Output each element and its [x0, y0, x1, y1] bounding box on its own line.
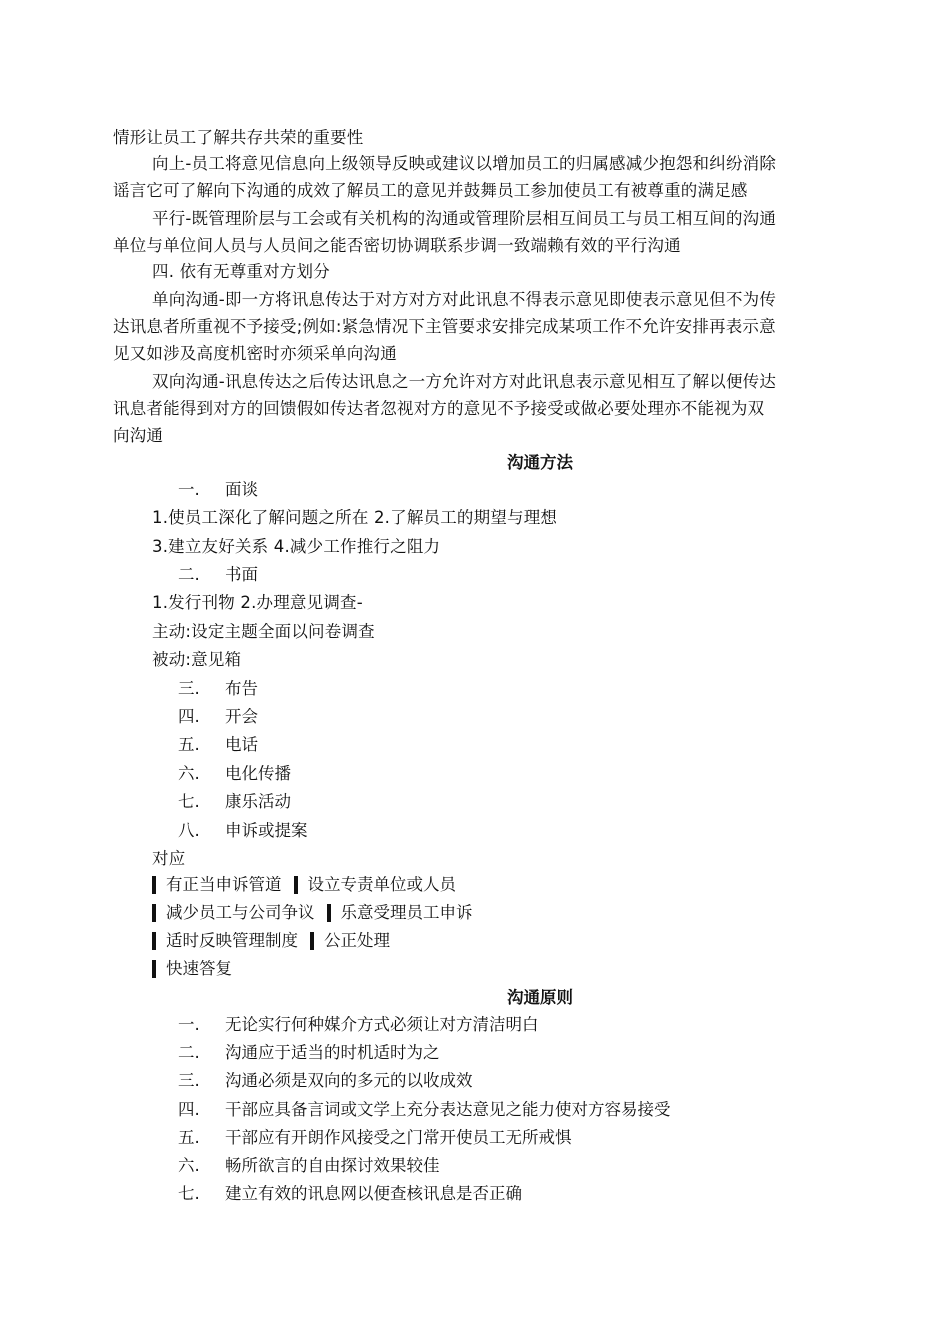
method-label: 康乐活动	[225, 792, 291, 811]
method-label: 开会	[225, 707, 258, 726]
principle-number: 七.	[178, 1184, 200, 1203]
method-detail-line: 被动:意见箱	[152, 650, 242, 669]
bar-marker-icon	[152, 876, 156, 894]
method-label: 申诉或提案	[225, 821, 308, 840]
principle-text: 建立有效的讯息网以便查核讯息是否正确	[225, 1184, 522, 1203]
one-way-paragraph-line: 达讯息者所重视不予接受;例如:紧急情况下主管要求安排完成某项工作不允许安排再表示意	[113, 317, 776, 336]
one-way-paragraph-line: 单向沟通-即一方将讯息传达于对方对方对此讯息不得表示意见即使表示意见但不为传	[152, 290, 777, 309]
bar-marker-icon	[152, 932, 156, 950]
bar-marker-icon	[152, 960, 156, 978]
upward-paragraph-line: 向上-员工将意见信息向上级领导反映或建议以增加员工的归属感减少抱怨和纠纷消除	[152, 154, 777, 173]
principle-text: 沟通应于适当的时机适时为之	[225, 1043, 440, 1062]
one-way-paragraph-line: 见又如涉及高度机密时亦须采单向沟通	[113, 344, 397, 363]
response-item: 设立专责单位或人员	[307, 875, 456, 894]
method-number: 五.	[178, 735, 200, 754]
bar-marker-icon	[294, 876, 298, 894]
principle-number: 二.	[178, 1043, 200, 1062]
response-row	[152, 930, 390, 952]
method-label: 电化传播	[225, 764, 291, 783]
method-number: 二.	[178, 565, 200, 584]
method-number: 六.	[178, 764, 200, 783]
principle-number: 三.	[178, 1071, 200, 1090]
upward-paragraph-line: 谣言它可了解向下沟通的成效了解员工的意见并鼓舞员工参加使员工有被尊重的满足感	[113, 181, 748, 200]
method-number: 八.	[178, 821, 200, 840]
method-detail-line: 3.建立友好关系 4.减少工作推行之阻力	[152, 537, 441, 556]
parallel-paragraph-line: 平行-既管理阶层与工会或有关机构的沟通或管理阶层相互间员工与员工相互间的沟通	[152, 209, 777, 228]
principle-text: 畅所欲言的自由探讨效果较佳	[225, 1156, 440, 1175]
principle-text: 干部应具备言词或文学上充分表达意见之能力使对方容易接受	[225, 1100, 671, 1119]
method-number: 三.	[178, 679, 200, 698]
method-label: 布告	[225, 679, 258, 698]
method-detail-line: 1.使员工深化了解问题之所在 2.了解员工的期望与理想	[152, 508, 558, 527]
response-item: 乐意受理员工申诉	[340, 903, 473, 922]
bar-marker-icon	[327, 904, 331, 922]
method-detail-line: 1.发行刊物 2.办理意见调查-	[152, 593, 363, 612]
method-number: 一.	[178, 480, 200, 499]
principle-text: 干部应有开朗作风接受之门常开使员工无所戒惧	[225, 1128, 572, 1147]
intro-line: 情形让员工了解共存共荣的重要性	[113, 128, 364, 147]
two-way-paragraph-line: 双向沟通-讯息传达之后传达讯息之一方允许对方对此讯息表示意见相互了解以便传达	[152, 372, 777, 391]
principle-number: 六.	[178, 1156, 200, 1175]
two-way-paragraph-line: 向沟通	[113, 426, 164, 445]
response-item: 快速答复	[166, 959, 232, 978]
principles-title: 沟通原则	[507, 988, 573, 1007]
bar-marker-icon	[310, 932, 314, 950]
methods-title: 沟通方法	[507, 453, 573, 472]
two-way-paragraph-line: 讯息者能得到对方的回馈假如传达者忽视对方的意见不予接受或做必要处理亦不能视为双	[113, 399, 765, 418]
principle-number: 五.	[178, 1128, 200, 1147]
response-item: 公正处理	[324, 931, 390, 950]
response-item: 减少员工与公司争议	[166, 903, 315, 922]
method-label: 书面	[225, 565, 258, 584]
response-item: 有正当申诉管道	[166, 875, 282, 894]
principle-number: 一.	[178, 1015, 200, 1034]
principle-number: 四.	[178, 1100, 200, 1119]
method-number: 七.	[178, 792, 200, 811]
method-label: 面谈	[225, 480, 258, 499]
response-item: 适时反映管理制度	[166, 931, 298, 950]
principle-text: 无论实行何种媒介方式必须让对方清洁明白	[225, 1015, 539, 1034]
bar-marker-icon	[152, 904, 156, 922]
method-number: 四.	[178, 707, 200, 726]
parallel-paragraph-line: 单位与单位间人员与人员间之能否密切协调联系步调一致端赖有效的平行沟通	[113, 236, 681, 255]
section-four-heading: 四. 依有无尊重对方划分	[152, 262, 330, 281]
principle-text: 沟通必须是双向的多元的以收成效	[225, 1071, 473, 1090]
method-label: 电话	[225, 735, 258, 754]
response-row	[152, 874, 456, 896]
method-detail-line: 主动:设定主题全面以问卷调查	[152, 622, 375, 641]
response-row	[152, 958, 232, 980]
response-label: 对应	[152, 849, 186, 868]
response-row	[152, 902, 473, 924]
